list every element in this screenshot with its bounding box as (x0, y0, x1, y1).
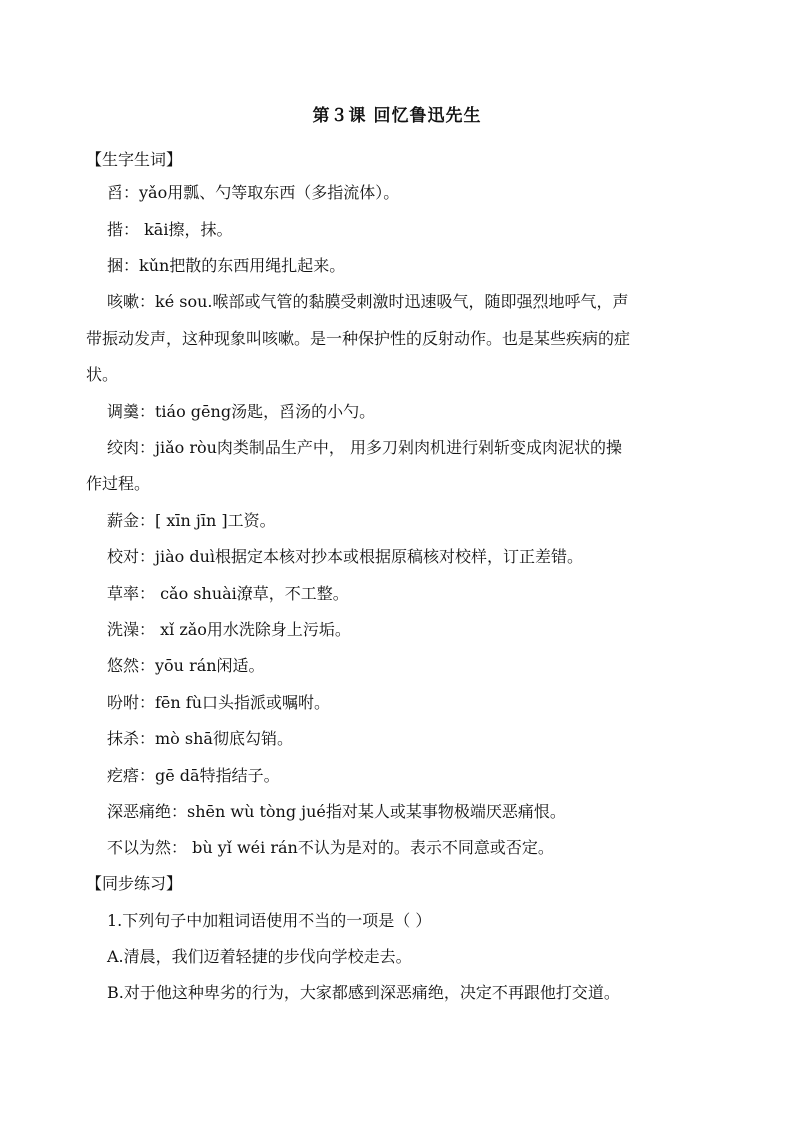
vocab-line: 吩咐：fēn fù口头指派或嘱咐。 (107, 693, 331, 712)
section-heading-vocab: 【生字生词】 (86, 150, 183, 169)
vocab-line: 绞肉：jiǎo ròu肉类制品生产中， 用多刀剁肉机进行剁斩变成肉泥状的操 (107, 438, 623, 457)
vocab-line: 深恶痛绝：shēn wù tòng jué指对某人或某事物极端厌恶痛恨。 (107, 802, 566, 821)
vocab-line: 不以为然： bù yǐ wéi rán不认为是对的。表示不同意或否定。 (107, 838, 554, 857)
vocab-line: 咳嗽：ké sou.喉部或气管的黏膜受刺激时迅速吸气，随即强烈地呼气，声 (107, 292, 629, 311)
vocab-line: 调羹：tiáo gēng汤匙，舀汤的小勺。 (107, 402, 376, 421)
practice-option-a: A.清晨，我们迈着轻捷的步伐向学校走去。 (107, 947, 412, 966)
vocab-line: 抹杀：mò shā彻底勾销。 (107, 729, 293, 748)
vocab-line: 疙瘩：gē dā特指结子。 (107, 766, 280, 785)
vocab-line: 薪金：[ xīn jīn ]工资。 (107, 511, 276, 530)
practice-option-b: B.对于他这种卑劣的行为，大家都感到深恶痛绝，决定不再跟他打交道。 (107, 983, 620, 1002)
vocab-line: 悠然：yōu rán闲适。 (107, 656, 265, 675)
vocab-line: 状。 (86, 365, 119, 384)
vocab-line: 洗澡： xǐ zǎo用水洗除身上污垢。 (107, 620, 351, 639)
vocab-line: 捆：kǔn把散的东西用绳扎起来。 (107, 256, 346, 275)
vocab-line: 草率： cǎo shuài潦草，不工整。 (107, 584, 349, 603)
vocab-line: 揩： kāi擦，抹。 (107, 220, 233, 239)
vocab-line: 作过程。 (86, 474, 151, 493)
section-heading-practice: 【同步练习】 (86, 874, 183, 893)
vocab-line: 校对：jiào duì根据定本核对抄本或根据原稿核对校样，订正差错。 (107, 547, 584, 566)
vocab-line: 舀：yǎo用瓢、勺等取东西（多指流体）。 (107, 183, 400, 202)
vocab-line: 带振动发声，这种现象叫咳嗽。是一种保护性的反射动作。也是某些疾病的症 (86, 329, 631, 348)
page-title: 第３课 回忆鲁迅先生 (312, 106, 482, 126)
practice-question: 1.下列句子中加粗词语使用不当的一项是（ ） (107, 911, 432, 930)
